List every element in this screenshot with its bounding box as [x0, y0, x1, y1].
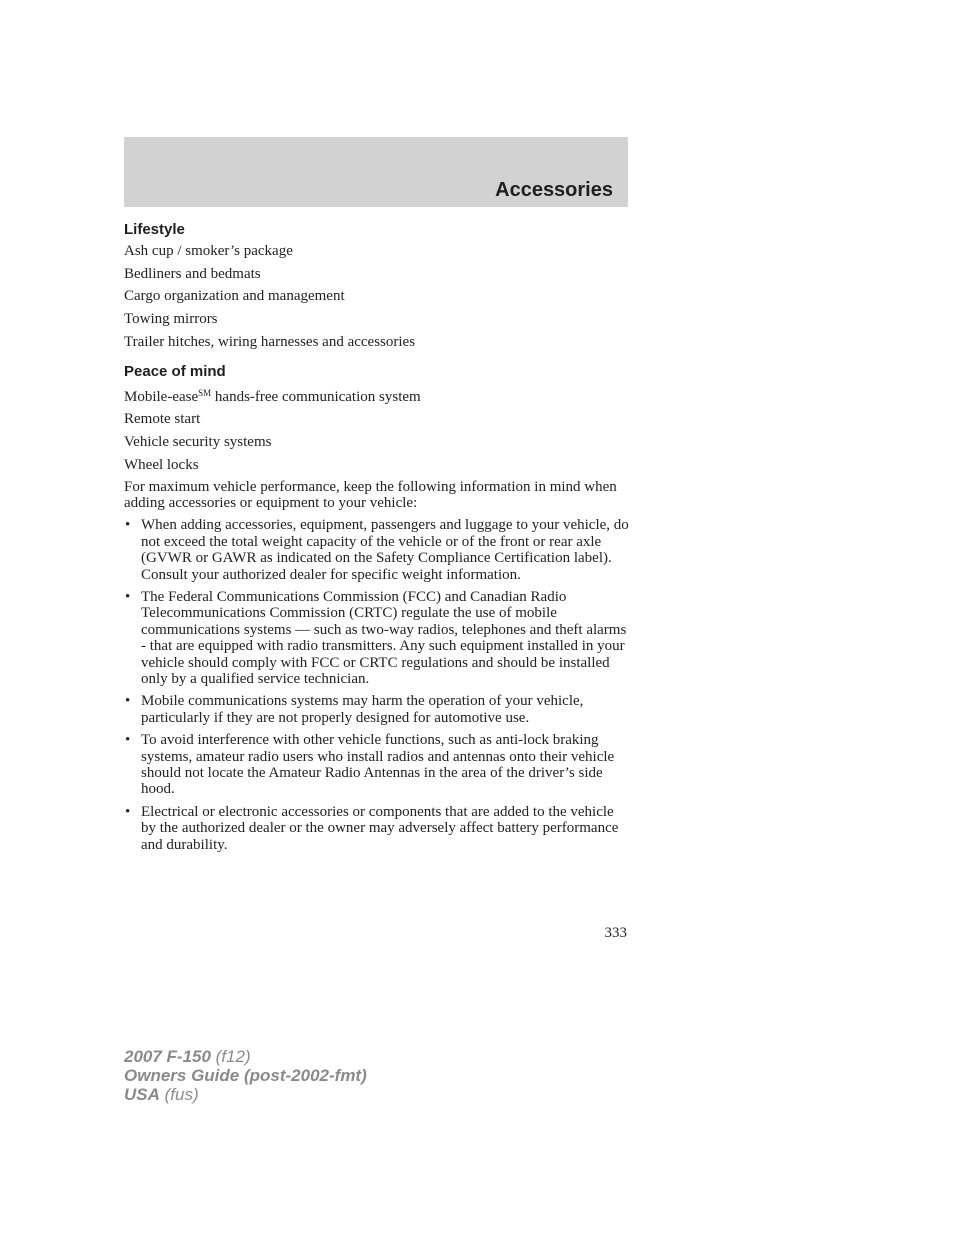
- lifestyle-list: [124, 242, 630, 352]
- intro-paragraph: For maximum vehicle performance, keep the following information in mind when adding accessories or equipment to your vehicle:: [124, 478, 617, 511]
- bullet-item: [124, 589, 630, 687]
- peace-of-mind-heading: Peace of mind: [124, 362, 226, 380]
- peace-of-mind-list: [124, 384, 630, 475]
- bullet-icon: •: [125, 517, 131, 534]
- list-item: Towing mirrors: [124, 311, 218, 328]
- footer-region: USA: [124, 1085, 160, 1104]
- footer-line-model: [124, 1047, 367, 1066]
- bullet-icon: •: [125, 693, 131, 710]
- bullet-icon: •: [125, 588, 131, 605]
- bullet-item: [124, 693, 630, 726]
- lifestyle-heading: Lifestyle: [124, 221, 185, 238]
- bullet-list: [124, 517, 630, 853]
- list-item: Ash cup / smoker’s package: [124, 243, 293, 259]
- bullet-item: [124, 732, 630, 798]
- list-item: Bedliners and bedmats: [124, 265, 261, 282]
- bullet-text: Electrical or electronic accessories or components that are added to the vehicle by the authorized dealer or the owner may adversely affect battery performance and durability.: [141, 803, 619, 853]
- list-item: [124, 384, 630, 407]
- footer-model: 2007 F-150: [124, 1047, 211, 1066]
- page-content: [124, 220, 630, 859]
- bullet-text: When adding accessories, equipment, passengers and luggage to your vehicle, do not exceed the total weight capacity of the vehicle or of the front or rear axle (GVWR or GAWR as indicated on the Safety Compliance Certification label). Consult your authorized dealer for specific weight information.: [141, 517, 629, 583]
- document-footer: [124, 1047, 367, 1104]
- footer-model-code: (f12): [210, 1047, 251, 1066]
- bullet-item: [124, 517, 630, 583]
- list-item: Cargo organization and management: [124, 288, 345, 305]
- list-item: Wheel locks: [124, 456, 199, 473]
- footer-line-guide: [124, 1066, 367, 1085]
- footer-line-region: [124, 1085, 367, 1104]
- bullet-text: Mobile communications systems may harm the operation of your vehicle, particularly if they are not properly designed for automotive use.: [141, 693, 584, 726]
- bullet-icon: •: [125, 732, 131, 749]
- section-title: Accessories: [495, 179, 613, 201]
- page-number: 333: [604, 925, 627, 941]
- bullet-icon: •: [125, 803, 131, 820]
- mobile-ease-desc: hands-free communication system: [211, 388, 421, 405]
- footer-guide: Owners Guide (post-2002-fmt): [124, 1066, 367, 1085]
- bullet-text: The Federal Communications Commission (FCC) and Canadian Radio Telecommunications Commission (CRTC) regulate the use of mobile communications systems — such as two-way radios, telephones and theft alarms - that are equipped with radio transmitters. Any such equipment installed in your vehicle should comply with FCC or CRTC regulations and should be installed only by a qualified service technician.: [141, 588, 627, 687]
- list-item: Trailer hitches, wiring harnesses and accessories: [124, 333, 416, 350]
- service-mark: SM: [198, 387, 212, 398]
- mobile-ease-name: Mobile-ease: [124, 388, 199, 405]
- bullet-item: [124, 804, 630, 853]
- list-item: Vehicle security systems: [124, 434, 272, 451]
- bullet-text: To avoid interference with other vehicle functions, such as anti-lock braking systems, amateur radio users who install radios and antennas onto their vehicle should not locate the Amateur Radio Antennas in the area of the driver’s side hood.: [141, 732, 615, 798]
- footer-region-code: (fus): [159, 1085, 199, 1104]
- section-header-band: [124, 137, 628, 207]
- list-item: Remote start: [124, 411, 201, 428]
